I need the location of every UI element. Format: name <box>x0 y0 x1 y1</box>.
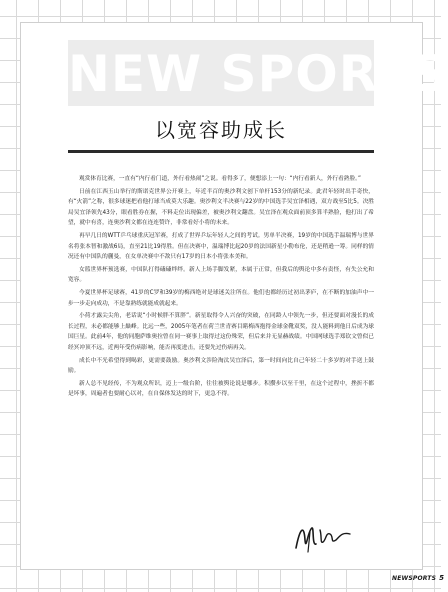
paragraph: 再早几日的WTT乒乓球重庆冠军赛，打成了世界乒坛年轻人之间的考试。男单半决赛，19岁的中国选手温瑞博与世界名将张本智和激战6局，直至21比19得胜。但在决赛中，温瑞博比起20岁的法国新星小勒布伦，还是稍逊一筹。同样的情况还有中国队的蒯曼，在女单决赛中不敌只有17岁的日本小将张本美和。 <box>68 232 374 261</box>
paragraph: 新人总不见经传，不为观众所识，迈上一级台阶，往往被舆论说是哪步。积攒步以至千里，在这个过程中，挫折不都是坏事，周遍者也要耐心以对，在自保体发达的时下，更急不得。 <box>68 380 374 398</box>
paragraph: 今夏世界杯足球赛，41岁的C罗和39岁的梅西绝对是球迷关注所在。他们也都经历过初出茅庐，在不断的加油声中一步一步走向成功，不是靠熟练就能成就起来。 <box>68 289 374 307</box>
masthead-banner-text: NEW SPORTS <box>68 45 448 103</box>
page-number: 5 <box>439 574 444 582</box>
paragraph: 日前在江西玉山举行的斯诺克世界公开赛上，年近半百的奥沙利文创下单杆153分的新纪录。此君年轻时出手奇快，有“火箭”之称，很多球迷把看他打球当成莫大乐趣。奥沙利文半决赛与22岁的中国选手吴宜泽相遇，双方战至5比5。决胜局吴宜泽领先43分，眼看胜券在握，不料走位出现偏差，被奥沙利文翻盘。吴宜泽在观众面前顶多算半熟脸，他打出了希望，就中有喜，连奥沙利文都在连连赞许，非常看好小将的未来。 <box>68 188 374 227</box>
masthead-banner <box>68 40 448 106</box>
paragraph: 小荷才露尖尖角，老话说“小时候胖不算胖”。新星取得令人兴奋的突破，在同龄人中领先一步，但还要面对漫长的成长过程，未必都能够上巅峰。比远一些，2005年笔者在荷兰世青赛目睹梅西抱得金球金靴双奖，没人能料到他日后成为球国巨星。此前4年，他的同胞萨维奥拉曾在同一赛事上取得过这份殊荣，但后来并无显赫战绩。中国网球选手郑钦文曾似已经冥冲顶不远，近两年受伤病影响，能否再度进击，还要先过伤病再关。 <box>68 313 374 351</box>
article-title: 以宽容助成长 <box>155 118 287 142</box>
paragraph: 观赏体育比赛，一直有“内行看门道，外行看热闹”之说。看得多了，便想添上一句：“内行看新人，外行看熟脸。” <box>79 176 361 182</box>
signature-icon <box>290 518 360 558</box>
page-footer <box>392 574 444 582</box>
paragraph: 成长中不光希望得到喝彩，更需要鼓励。奥沙利文涉险淘汰吴宜泽后，第一时间向比自己年轻二十多岁的对手送上鼓励。 <box>68 357 374 375</box>
footer-brand: NEWSPORTS <box>392 575 437 582</box>
title-rule <box>68 150 374 153</box>
paragraph: 女篮世界杯预选赛，中国队打得磕磕绊绊。新人上场手脚发紧，本属于正常，但我后的舆论中多有责怪，有失公允和宽容。 <box>68 266 374 284</box>
article-body <box>68 174 374 402</box>
